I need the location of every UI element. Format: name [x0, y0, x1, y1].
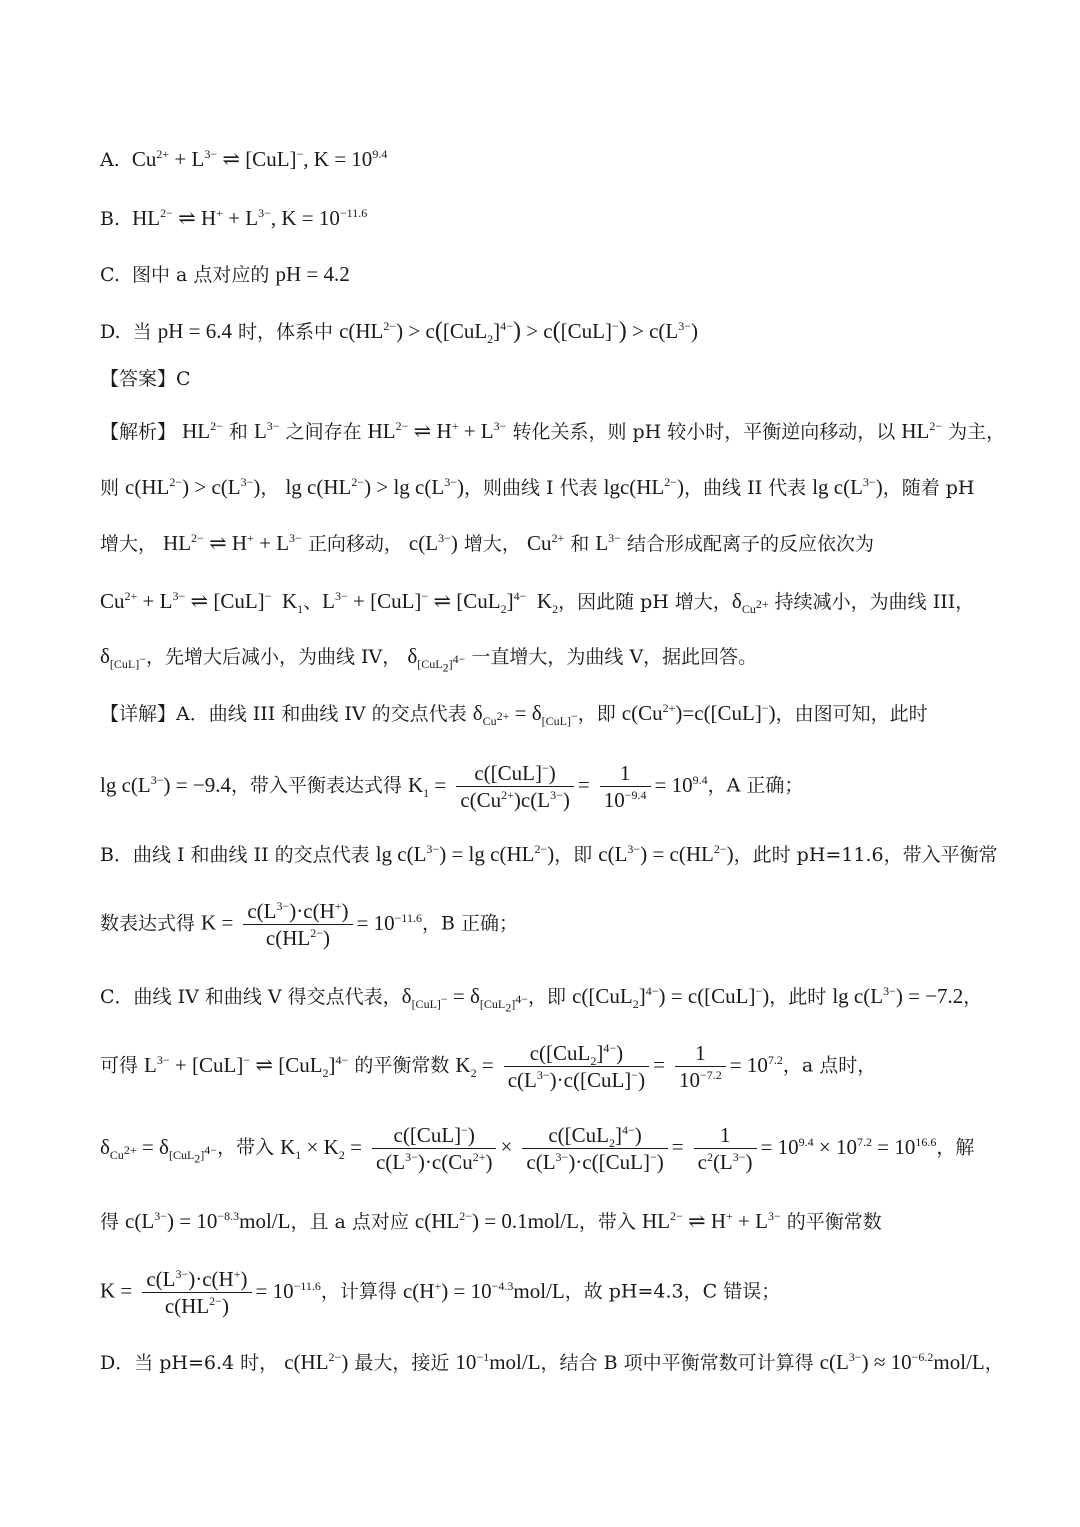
option-b: B. $HL^{2-}$ ⇌ $H^+ + L^{3-}$, $K = 10^{-11.6}$: [100, 206, 368, 230]
detail-a-line-1: 【详解】A．曲线 III 和曲线 IV 的交点代表 $\delta_{Cu^{2+}} = \delta_{[CuL]^-}$，即 $c(Cu^{2+})=c([CuL]^-)$，由图可知，此时: [100, 701, 928, 729]
option-a: A. $Cu^{2+} + L^{3-}$ ⇌ [CuL]−, $K = 10^{9.4}$: [100, 147, 388, 171]
answer-value: C: [176, 368, 191, 390]
analysis-line-3: 增大， $HL^{2-}$ ⇌ $H^+ + L^{3-}$ 正向移动， $c(L^{3-})$ 增大， $Cu^{2+}$ 和 $L^{3-}$ 结合形成配离子的反应依次为: [100, 531, 874, 555]
analysis-line-1: 【解析】 $HL^{2-}$ 和 $L^{3-}$ 之间存在 $HL^{2-}$ ⇌ $H^+ + L^{3-}$ 转化关系，则 pH 较小时，平衡逆向移动，以 $HL^{2-}$ 为主，: [100, 419, 1006, 443]
option-c: C. 图中 a 点对应的 pH = 4.2: [100, 262, 350, 286]
analysis-line-5: $\delta_{[CuL]^-}$，先增大后减小，为曲线 IV， $\delta_{[CuL_2]^{4-}}$ 一直增大，为曲线 V，据此回答。: [100, 644, 758, 675]
detail-a-line-2: $\lg c(L^{3-}) = -9.4$，带入平衡表达式得 $K_1$ = $\frac{c([CuL]^-)}{c(Cu^{2+})c(L^{3-})}$ = $\frac{1}{10^{-9.4}}$ = $10^{9.4}$，A 正确；: [100, 761, 804, 812]
detail-c-line-3: $\delta_{Cu^{2+}} = \delta_{[CuL_2]^{4-}}$，带入 $K_1 \times K_2$ = $\frac{c([CuL]^-)}{c(L^{3-})\cdot c(Cu^{2+})}$ × $\frac{c([CuL_2]^{4-})}{c(L^{3-})\cdot c([CuL]^-)}$ = $\frac{1}{c^2(L^{3-})}$ = $10^{9.4} \times 10^{7.2} = 10^{16.6}$，解: [100, 1123, 975, 1174]
answer: [100, 366, 984, 392]
detail-b-line-1: B．曲线 I 和曲线 II 的交点代表 $\lg c(L^{3-}) = \lg c(HL^{2-})$，即 $c(L^{3-}) = c(HL^{2-})$，此时 pH=11.6，带入平衡常: [100, 842, 998, 866]
detail-c-line-2: 可得 $L^{3-} + [CuL]^-$ ⇌ $[CuL_2]^{4-}$ 的平衡常数 $K_2$ = $\frac{c([CuL_2]^{4-})}{c(L^{3-})\cdot c([CuL]^-)}$ = $\frac{1}{10^{-7.2}}$ = $10^{7.2}$，a 点时，: [100, 1041, 877, 1092]
analysis-line-2: 则 $c(HL^{2-}) > c(L^{3-})$， $\lg c(HL^{2-}) > \lg c(L^{3-})$，则曲线 I 代表 $\lg c(HL^{2-})$，曲线 II 代表 $\lg c(L^{3-})$，随着 pH: [100, 475, 975, 499]
detail-b-line-2: 数表达式得 K = $\frac{c(L^{3-})\cdot c(H^+)}{c(HL^{2-})}$ = $10^{-11.6}$，B 正确；: [100, 899, 518, 950]
detail-c-line-5: K = $\frac{c(L^{3-})\cdot c(H^+)}{c(HL^{2-})}$ = $10^{-11.6}$，计算得 $c(H^+) = 10^{-4.3}mol/L$，故 pH=4.3，C 错误；: [100, 1267, 781, 1318]
analysis-line-4: $Cu^{2+} + L^{3-}$ ⇌ [CuL]− $K_1$、$L^{3-} + [CuL]^-$ ⇌ $[CuL_2]^{4-}$ $K_2$，因此随 pH 增大，$\delta_{Cu^{2+}}$ 持续减小，为曲线 III，: [100, 589, 975, 617]
detail-d-line-1: D．当 pH=6.4 时， $c(HL^{2-})$ 最大，接近 $10^{-1}mol/L$，结合 B 项中平衡常数可计算得 $c(L^{3-}) \approx 10^{-6.2}mol/L$，: [100, 1350, 1004, 1374]
analysis-label: 【解析】: [100, 421, 177, 443]
detail-c-line-1: C．曲线 IV 和曲线 V 得交点代表，$\delta_{[CuL]^-} = \delta_{[CuL_2]^{4-}}$，即 $c([CuL_2]^{4-}) = c([CuL]^-)$，此时 $\lg c(L^{3-}) = -7.2$，: [100, 984, 983, 1015]
detail-label: 【详解】: [100, 703, 177, 725]
detail-c-line-4: 得 $c(L^{3-}) = 10^{-8.3}mol/L$，且 a 点对应 $c(HL^{2-}) = 0.1mol/L$，带入 $HL^{2-}$ ⇌ $H^+ + L^{3-}$ 的平衡常数: [100, 1209, 882, 1233]
option-d: D. 当 pH = 6.4 时，体系中 $c(HL^{2-}) > c([CuL_2]^{4-}) > c([CuL]^-) > c(L^{3-})$: [100, 318, 699, 347]
answer-label: 【答案】: [100, 368, 177, 390]
